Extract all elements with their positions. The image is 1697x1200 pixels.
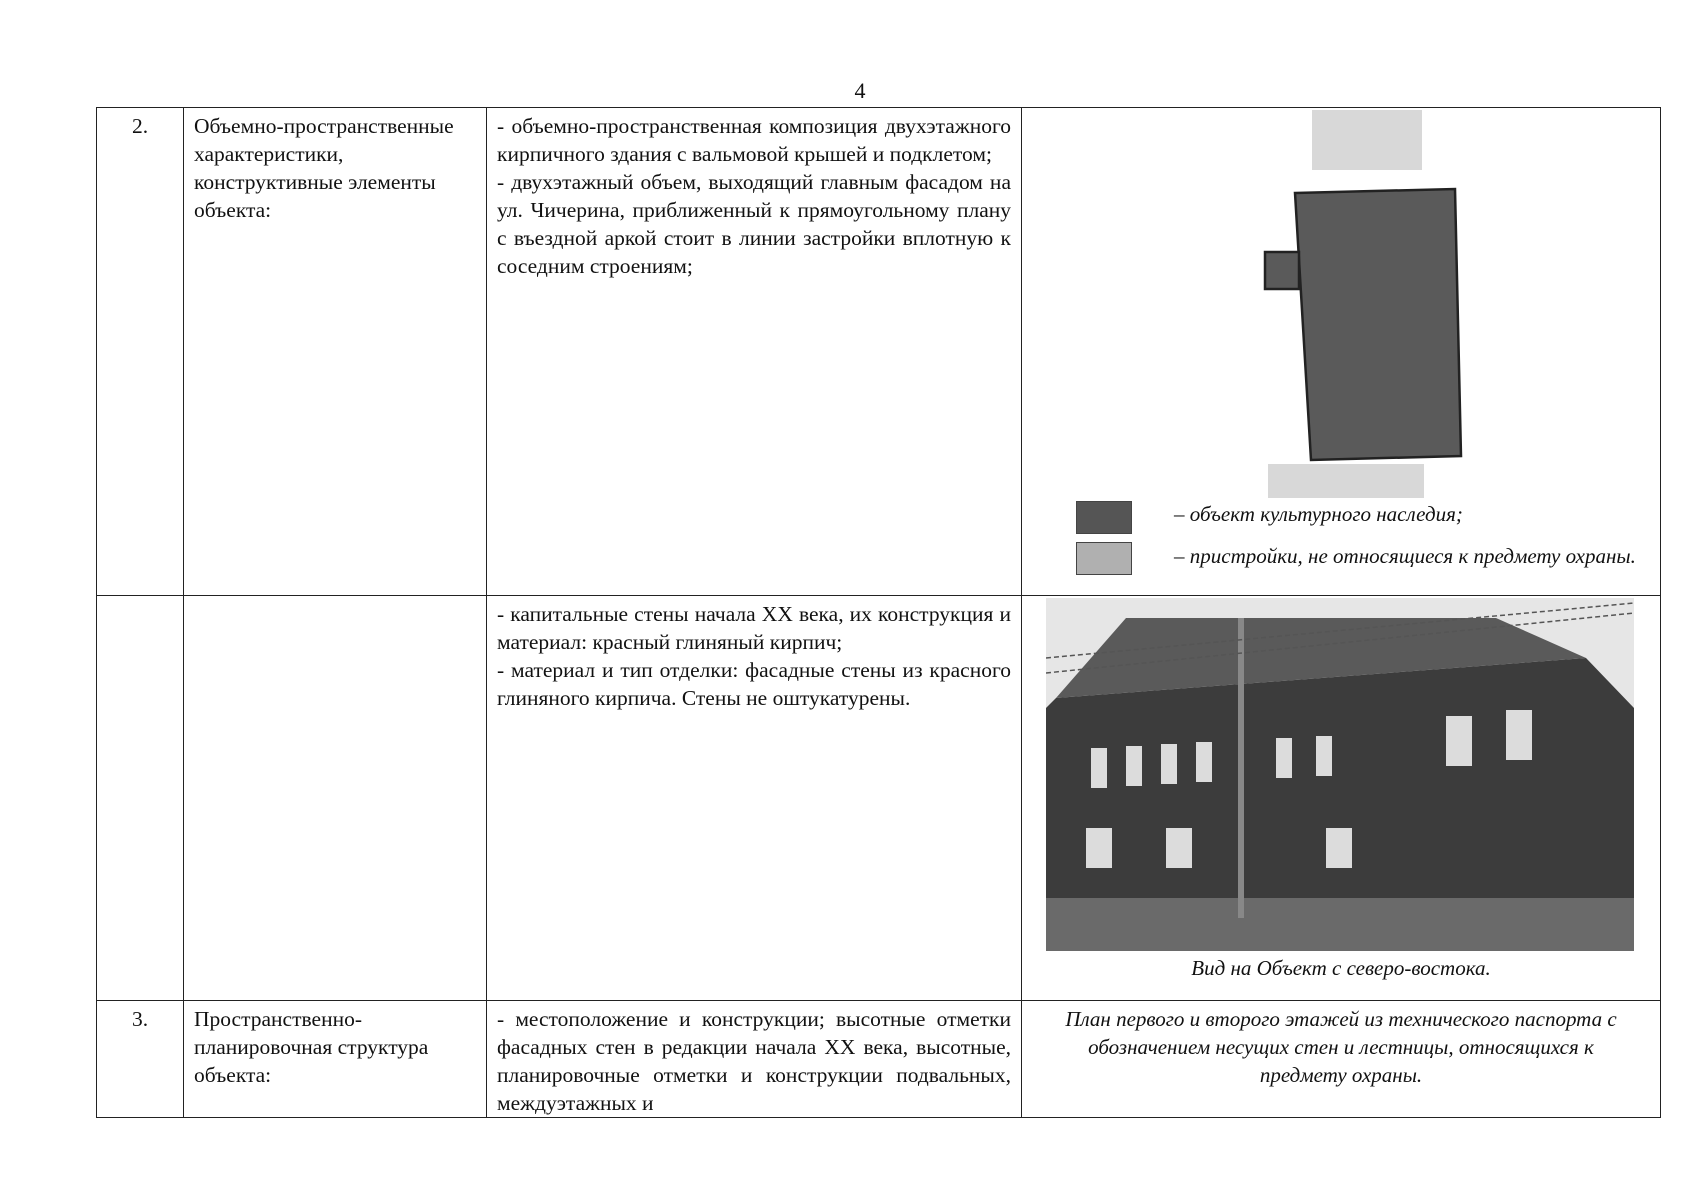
row-number-cell xyxy=(97,1001,184,1118)
row-number: 3. xyxy=(131,1007,149,1031)
row-description-cell xyxy=(487,108,1022,596)
annex-bottom-area xyxy=(1268,464,1424,498)
annex-top-area xyxy=(1312,110,1422,170)
heritage-table xyxy=(96,107,1661,1118)
row-number-cell xyxy=(97,596,184,1001)
row-description: - местоположение и конструкции; высотные отметки фасадных стен в редакции начала XX века, высотные, планировочные отметки и конструкции подвальных, междуэтажных и xyxy=(497,1007,1011,1115)
legend-label-heritage: – объект культурного наследия; xyxy=(1174,502,1463,526)
row-description-cell xyxy=(487,1001,1022,1118)
row-title: Объемно-пространственные характеристики, конструктивные элементы объекта: xyxy=(194,114,454,222)
heritage-building-shape xyxy=(1295,189,1461,460)
row-description: - капитальные стены начала XX века, их конструкция и материал: красный глиняный кирпич; - материал и тип отделки: фасадные стены из красного глиняного кирпича. Стены не оштукатурены. xyxy=(497,602,1011,710)
legend-label-annex: – пристройки, не относящиеся к предмету охраны. xyxy=(1174,544,1636,568)
row-number: 2. xyxy=(131,114,149,138)
row-description: - объемно-пространственная композиция двухэтажного кирпичного здания с вальмовой крышей и подклетом; - двухэтажный объем, выходящий главным фасадом на ул. Чичерина, приближенный к прямоугольному плану с въездной аркой стоит в линии застройки вплотную к соседним строениям; xyxy=(497,114,1011,278)
table-row xyxy=(97,596,1661,1001)
heritage-annex-shape xyxy=(1265,252,1299,289)
plan-cell xyxy=(1022,108,1661,596)
row-title-cell xyxy=(184,596,487,1001)
row-number-cell xyxy=(97,108,184,596)
note-cell xyxy=(1022,1001,1661,1118)
row-title-cell xyxy=(184,1001,487,1118)
row-title: Пространственно-планировочная структура объекта: xyxy=(194,1007,429,1087)
building-photo xyxy=(1046,598,1634,951)
row-title-cell xyxy=(184,108,487,596)
site-plan-diagram xyxy=(1022,108,1642,498)
row-number xyxy=(97,596,183,600)
row-description-cell xyxy=(487,596,1022,1001)
photo-caption: Вид на Объект с северо-востока. xyxy=(1191,956,1491,980)
page-number: 4 xyxy=(854,78,866,103)
row-title xyxy=(184,596,486,600)
building-photo-drawing xyxy=(1046,598,1634,951)
table-row xyxy=(97,108,1661,596)
legend-swatch-heritage xyxy=(1076,501,1132,534)
table-row xyxy=(97,1001,1661,1118)
photo-cell xyxy=(1022,596,1661,1001)
plan-note: План первого и второго этажей из технического паспорта с обозначением несущих стен и лестницы, относящихся к предмету охраны. xyxy=(1065,1007,1617,1087)
legend-swatch-annex xyxy=(1076,542,1132,575)
